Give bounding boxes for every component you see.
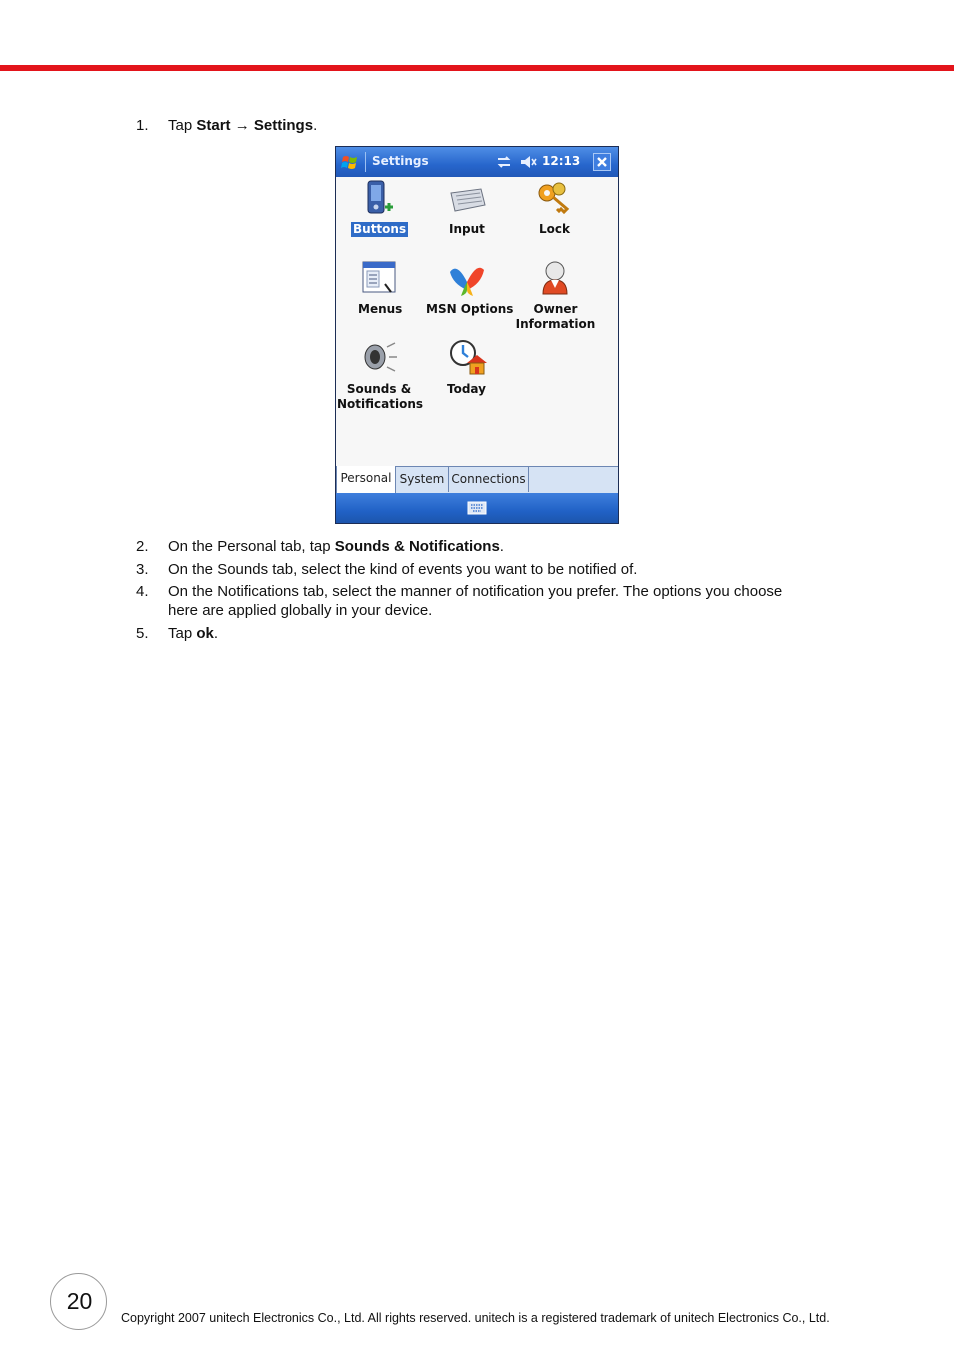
owner-icon[interactable] [535, 258, 575, 298]
device-screenshot [335, 146, 619, 524]
sounds-notifications-label[interactable]: Sounds & Notifications [337, 382, 424, 411]
step-text: Tap Start → Settings. [168, 117, 318, 134]
page-number-badge [50, 1273, 107, 1330]
step-number: 4. [136, 583, 149, 600]
step-text: Tap ok. [168, 625, 219, 642]
input-label[interactable]: Input [449, 222, 485, 236]
step-number: 3. [136, 561, 149, 578]
speaker-icon[interactable] [359, 337, 399, 377]
page-number: 20 [66, 1288, 93, 1314]
tab-connections[interactable]: Connections [449, 467, 529, 492]
owner-information-label[interactable]: Owner Information [515, 302, 596, 331]
msn-butterfly-icon[interactable] [447, 260, 487, 300]
close-button[interactable] [593, 153, 611, 171]
lock-label[interactable]: Lock [539, 222, 570, 236]
window-title: Settings [372, 154, 429, 168]
step-text: On the Sounds tab, select the kind of events you want to be notified of. [168, 561, 638, 578]
keyboard-icon[interactable] [447, 181, 487, 221]
menus-label[interactable]: Menus [358, 302, 403, 316]
title-separator [365, 152, 366, 172]
tab-system[interactable]: System [396, 467, 449, 492]
step-number: 2. [136, 538, 149, 555]
volume-muted-icon[interactable] [520, 154, 538, 170]
top-red-rule [0, 65, 954, 71]
close-icon [594, 154, 610, 170]
clock-time[interactable]: 12:13 [542, 154, 581, 168]
tab-personal[interactable]: Personal [336, 466, 396, 493]
settings-tabs [336, 466, 618, 493]
step-text: On the Notifications tab, select the manner of notification you prefer. The options you choose here are applied globally in your device. [168, 583, 783, 619]
title-bar [336, 147, 618, 177]
step-number: 5. [136, 625, 149, 642]
copyright-notice: Copyright 2007 unitech Electronics Co., Ltd. All rights reserved. unitech is a registered trademark of unitech Electronics Co., Ltd. [121, 1311, 830, 1325]
buttons-label[interactable]: Buttons [353, 222, 407, 236]
keyboard-sip-icon[interactable] [467, 501, 487, 515]
today-label[interactable]: Today [447, 382, 486, 396]
lock-keys-icon[interactable] [535, 179, 575, 219]
msn-options-label[interactable]: MSN Options [426, 302, 514, 316]
connectivity-icon[interactable] [496, 154, 512, 170]
menus-icon[interactable] [359, 258, 399, 298]
buttons-icon[interactable] [359, 179, 399, 219]
step-number: 1. [136, 117, 149, 134]
start-flag-icon[interactable] [341, 153, 359, 171]
step-text: On the Personal tab, tap Sounds & Notifications. [168, 538, 504, 555]
menu-bar [336, 493, 618, 523]
today-icon[interactable] [447, 337, 487, 377]
